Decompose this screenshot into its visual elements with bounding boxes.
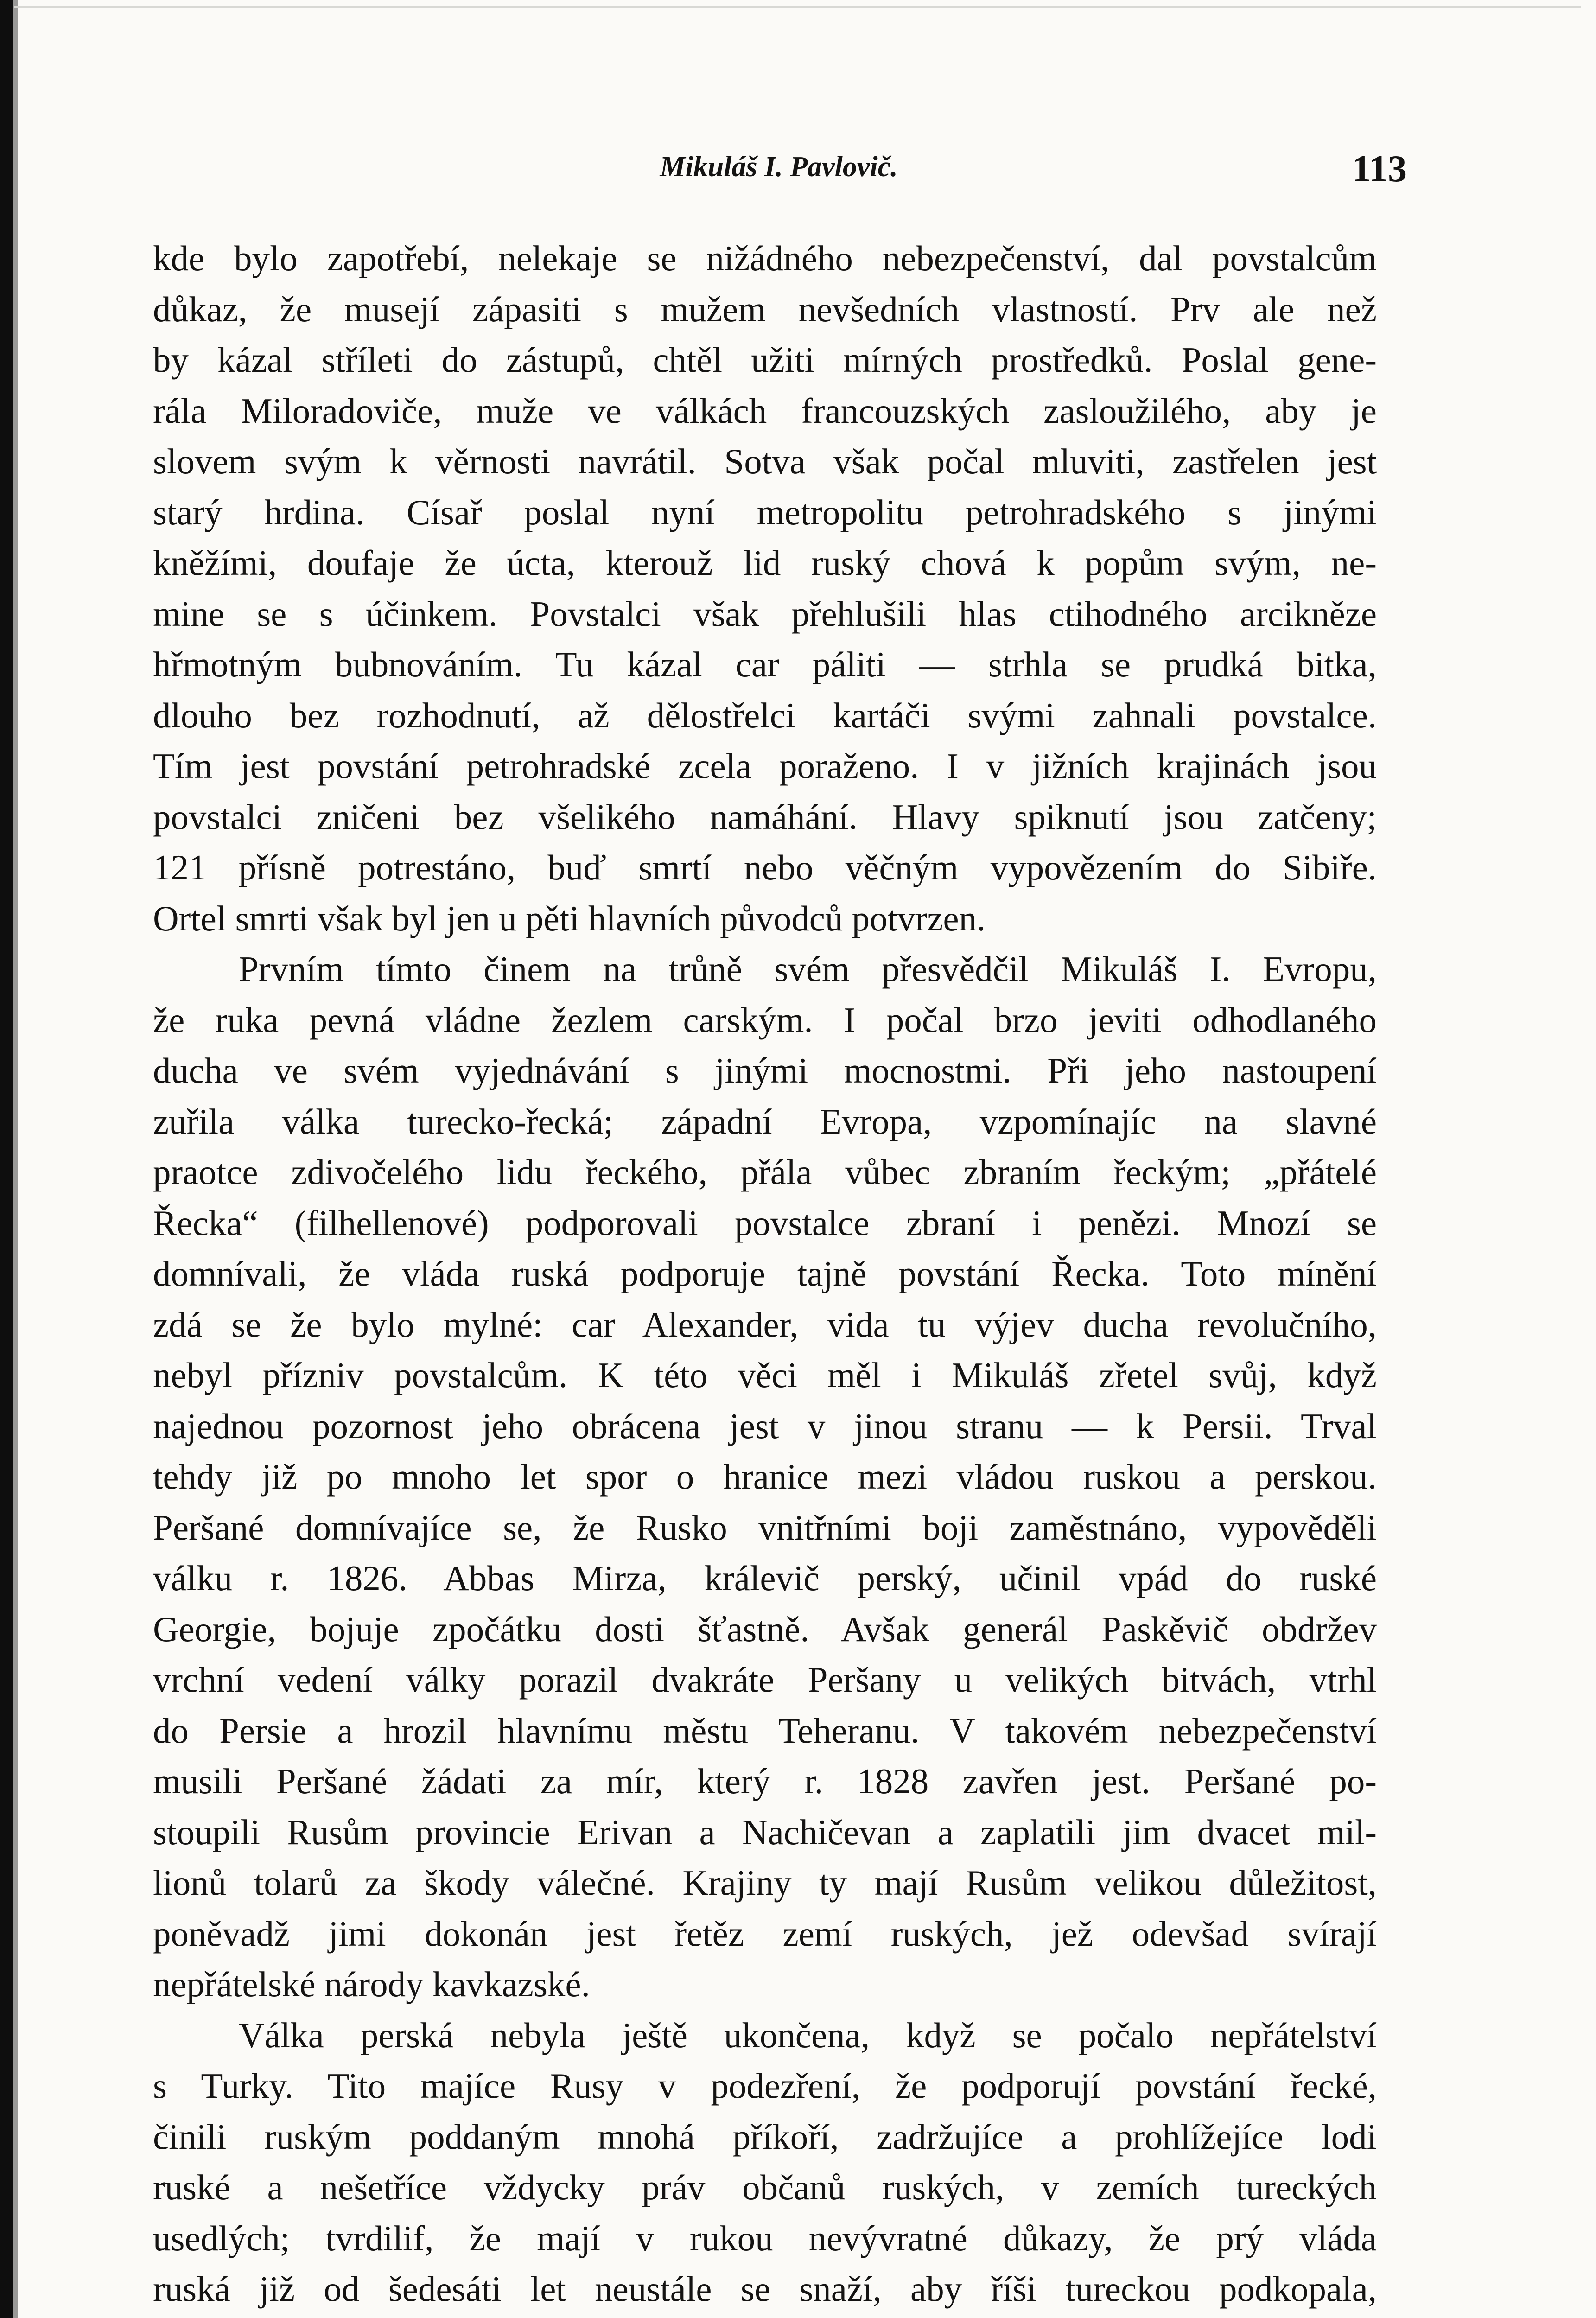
text-line: kněžími, doufaje že úcta, kterouž lid ruský chová k popům svým, ne-: [153, 543, 1377, 583]
text-line: rála Miloradoviče, muže ve válkách francouzských zasloužilého, aby je: [153, 390, 1377, 431]
text-line: tehdy již po mnoho let spor o hranice mezi vládou ruskou a perskou.: [153, 1457, 1377, 1497]
text-line: Georgie, bojuje zpočátku dosti šťastně. Avšak generál Paskěvič obdržev: [153, 1609, 1377, 1649]
text-line: kde bylo zapotřebí, nelekaje se nižádného nebezpečenství, dal povstalcům: [153, 238, 1377, 278]
text-line: stoupili Rusům provincie Erivan a Nachičevan a zaplatili jim dvacet mil-: [153, 1812, 1377, 1852]
page-number: 113: [1352, 147, 1407, 190]
scan-binding-shadow: [13, 0, 18, 2318]
text-line: slovem svým k věrnosti navrátil. Sotva však počal mluviti, zastřelen jest: [153, 441, 1377, 481]
body-text: [153, 233, 1377, 2315]
text-line: hřmotným bubnováním. Tu kázal car páliti — strhla se prudká bitka,: [153, 644, 1377, 684]
text-line: s Turky. Tito majíce Rusy v podezření, že podporují povstání řecké,: [153, 2066, 1377, 2106]
text-line: činili ruským poddaným mnohá příkoří, zadržujíce a prohlížejíce lodi: [153, 2116, 1377, 2157]
text-line: najednou pozornost jeho obrácena jest v jinou stranu — k Persii. Trval: [153, 1406, 1377, 1446]
text-line: že ruka pevná vládne žezlem carským. I počal brzo jeviti odhodlaného: [153, 1000, 1377, 1040]
text-line: Válka perská nebyla ještě ukončena, když se počalo nepřátelství: [239, 2015, 1377, 2055]
text-line: usedlých; tvrdilif, že mají v rukou nevývratné důkazy, že prý vláda: [153, 2218, 1377, 2258]
text-line: musili Peršané žádati za mír, který r. 1828 zavřen jest. Peršané po-: [153, 1761, 1377, 1801]
text-line: nebyl přízniv povstalcům. K této věci měl i Mikuláš zřetel svůj, když: [153, 1355, 1377, 1395]
text-line: Řecka“ (filhellenové) podporovali povstalce zbraní i penězi. Mnozí se: [153, 1203, 1377, 1243]
text-line: ruská již od šedesáti let neustále se snaží, aby říši tureckou podkopala,: [153, 2269, 1377, 2309]
text-line: ducha ve svém vyjednávání s jinými mocnostmi. Při jeho nastoupení: [153, 1051, 1377, 1090]
text-line: by kázal stříleti do zástupů, chtěl užiti mírných prostředků. Poslal gene-: [153, 340, 1377, 380]
text-line: mine se s účinkem. Povstalci však přehlušili hlas ctihodného arcikněze: [153, 593, 1377, 634]
text-line: Peršané domnívajíce se, že Rusko vnitřními boji zaměstnáno, vypověděli: [153, 1507, 1377, 1547]
text-line: domnívali, že vláda ruská podporuje tajně povstání Řecka. Toto mínění: [153, 1254, 1377, 1293]
text-line: 121 přísně potrestáno, buď smrtí nebo věčným vypovězením do Sibiře.: [153, 847, 1377, 887]
text-line: zuřila válka turecko-řecká; západní Evropa, vzpomínajíc na slavné: [153, 1101, 1377, 1141]
text-line: praotce zdivočelého lidu řeckého, přála vůbec zbraním řeckým; „přátelé: [153, 1152, 1377, 1192]
text-line: Ortel smrti však byl jen u pěti hlavních původců potvrzen.: [153, 898, 986, 938]
scan-binding-edge: [0, 0, 13, 2318]
text-line: důkaz, že musejí zápasiti s mužem nevšedních vlastností. Prv ale než: [153, 289, 1377, 329]
running-head: Mikuláš I. Pavlovič.: [660, 151, 898, 183]
page-top-edge: [14, 6, 1581, 8]
text-line: Tím jest povstání petrohradské zcela poraženo. I v jižních krajinách jsou: [153, 746, 1377, 786]
text-line: Prvním tímto činem na trůně svém přesvědčil Mikuláš I. Evropu,: [239, 949, 1377, 989]
text-line: starý hrdina. Císař poslal nyní metropolitu petrohradského s jinými: [153, 492, 1377, 532]
text-line: zdá se že bylo mylné: car Alexander, vida tu výjev ducha revolučního,: [153, 1304, 1377, 1344]
text-line: válku r. 1826. Abbas Mirza, králevič perský, učinil vpád do ruské: [153, 1558, 1377, 1598]
text-line: lionů tolarů za škody válečné. Krajiny ty mají Rusům velikou důležitost,: [153, 1863, 1377, 1903]
text-line: nepřátelské národy kavkazské.: [153, 1964, 590, 2004]
text-line: do Persie a hrozil hlavnímu městu Teheranu. V takovém nebezpečenství: [153, 1710, 1377, 1751]
text-line: ruské a nešetříce vždycky práv občanů ruských, v zemích tureckých: [153, 2167, 1377, 2207]
text-line: vrchní vedení války porazil dvakráte Peršany u velikých bitvách, vtrhl: [153, 1660, 1377, 1700]
text-line: poněvadž jimi dokonán jest řetěz zemí ruských, jež odevšad svírají: [153, 1913, 1377, 1954]
page-header: [153, 144, 1405, 199]
text-line: povstalci zničeni bez všelikého namáhání. Hlavy spiknutí jsou zatčeny;: [153, 796, 1377, 837]
text-line: dlouho bez rozhodnutí, až dělostřelci kartáči svými zahnali povstalce.: [153, 695, 1377, 735]
